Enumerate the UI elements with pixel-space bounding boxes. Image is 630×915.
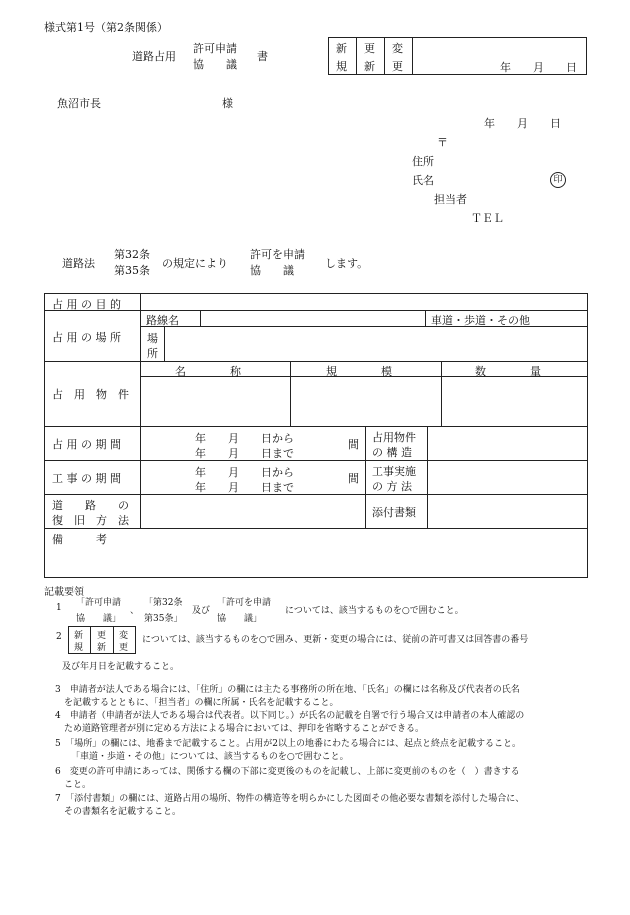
type-new-top: 新 bbox=[336, 42, 347, 55]
note3-line1: 3 申請者が法人である場合には、「住所」の欄には主たる事務所の所在地、「氏名」の欄には名称及び代表者の氏名 bbox=[55, 685, 520, 695]
notes-title: 記載要領 bbox=[44, 587, 84, 598]
label-object: 占 用 物 件 bbox=[52, 388, 129, 401]
note3-line2: を記載するとともに、「担当者」の欄に所属・氏名を記載すること。 bbox=[64, 698, 339, 708]
title-prefix: 道路占用 bbox=[132, 50, 176, 63]
work-to: 年 月 日まで bbox=[195, 481, 294, 494]
note1-c2: 協 議」 bbox=[217, 614, 263, 624]
note5-line1: 5 「場所」の欄には、地番まで記載すること。占用が2以上の地番にわたる場合には、起点と終点を記載すること。 bbox=[55, 739, 521, 749]
note3 bbox=[55, 684, 520, 710]
label-work-period: 工 事 の 期 間 bbox=[52, 472, 121, 485]
label-road-type: 車道・歩道・その他 bbox=[431, 314, 530, 327]
label-place-bottom: 所 bbox=[147, 347, 158, 360]
label-method-bottom: の 方 法 bbox=[372, 480, 412, 493]
occupancy-between: 間 bbox=[348, 438, 359, 451]
note4-line2: ため道路管理者が別に定める方法による場合においては、押印を省略することができる。 bbox=[64, 724, 425, 734]
label-occupancy-period: 占 用 の 期 間 bbox=[52, 438, 121, 451]
note1-and: 及び bbox=[192, 606, 211, 616]
label-purpose: 占 用 の 目 的 bbox=[52, 298, 121, 311]
application-date: 年 月 日 bbox=[484, 117, 561, 130]
note2-cell-new-top: 新 bbox=[74, 631, 84, 641]
type-new-bottom: 規 bbox=[336, 60, 347, 73]
note4-line1: 4 申請者（申請者が法人である場合は代表者。以下同じ。）が氏名の記載を自署で行う場合又は申請者の本人確認の bbox=[55, 711, 525, 721]
note2-num: 2 bbox=[56, 632, 62, 642]
note2-cell-change-top: 変 bbox=[119, 631, 129, 641]
note1-text: については、該当するものを○で囲むこと。 bbox=[285, 606, 464, 616]
note7-line1: 7 「添付書類」の欄には、道路占用の場所、物件の構造等を明らかにした図面その他必要な書類を添付した場合に、 bbox=[55, 794, 525, 804]
note5-line2: 「車道・歩道・その他」については、該当するものを○で囲むこと。 bbox=[71, 752, 349, 762]
title-option-consult: 協 議 bbox=[193, 58, 237, 71]
label-route-name: 路線名 bbox=[146, 314, 179, 327]
note1-b1: 「第32条 bbox=[144, 598, 183, 608]
type-box-date: 年 月 日 bbox=[500, 61, 577, 74]
honorific: 様 bbox=[222, 97, 233, 110]
form-number: 様式第1号（第2条関係） bbox=[44, 21, 168, 34]
clause-option-permit: 許可を申請 bbox=[250, 248, 305, 261]
label-place-top: 場 bbox=[147, 332, 158, 345]
label-restore-top: 道 路 の bbox=[52, 499, 129, 512]
work-between: 間 bbox=[348, 472, 359, 485]
label-location: 占 用 の 場 所 bbox=[52, 331, 121, 344]
addressee: 魚沼市長 bbox=[57, 97, 101, 110]
note6-line2: こと。 bbox=[64, 780, 92, 790]
label-remarks: 備 考 bbox=[52, 533, 107, 546]
tel-label: ＴＥＬ bbox=[471, 212, 504, 225]
note1-num: 1 bbox=[56, 603, 62, 613]
type-renew-bottom: 新 bbox=[364, 60, 375, 73]
col-name: 名 称 bbox=[175, 365, 241, 378]
note1-b2: 第35条」 bbox=[144, 614, 183, 624]
occupancy-from: 年 月 日から bbox=[195, 432, 294, 445]
title-suffix: 書 bbox=[257, 50, 268, 63]
clause-option-consult: 協 議 bbox=[250, 264, 294, 277]
title-option-permit: 許可申請 bbox=[193, 42, 237, 55]
contact-label: 担当者 bbox=[434, 193, 467, 206]
occupancy-to: 年 月 日まで bbox=[195, 447, 294, 460]
clause-law: 道路法 bbox=[62, 257, 95, 270]
note7-line2: その書類名を記載すること。 bbox=[64, 807, 182, 817]
note2-text: については、該当するものを○で囲み、更新・変更の場合には、従前の許可書又は回答書の番号 bbox=[142, 635, 529, 645]
name-label: 氏名 bbox=[412, 174, 434, 187]
note2-cell-renew-top: 更 bbox=[97, 631, 107, 641]
label-structure-bottom: の 構 造 bbox=[372, 446, 412, 459]
note4 bbox=[55, 710, 524, 736]
application-table bbox=[44, 293, 588, 578]
label-method-top: 工事実施 bbox=[372, 465, 416, 478]
type-renew-top: 更 bbox=[364, 42, 375, 55]
col-quantity: 数 量 bbox=[475, 365, 541, 378]
note5 bbox=[55, 738, 521, 764]
type-change-bottom: 更 bbox=[392, 60, 403, 73]
address-label: 住所 bbox=[412, 155, 434, 168]
note2-cell-new-bottom: 規 bbox=[74, 643, 84, 653]
label-structure-top: 占用物件 bbox=[372, 431, 416, 444]
note1-a2: 協 議」 bbox=[76, 614, 122, 624]
note7 bbox=[55, 793, 524, 819]
work-from: 年 月 日から bbox=[195, 466, 294, 479]
note2-cell-change-bottom: 更 bbox=[119, 643, 129, 653]
label-restore-bottom: 復 旧 方 法 bbox=[52, 514, 129, 527]
note1-sep: 、 bbox=[130, 606, 140, 616]
type-change-top: 変 bbox=[392, 42, 403, 55]
clause-art35: 第35条 bbox=[114, 264, 150, 277]
col-scale: 規 模 bbox=[326, 365, 392, 378]
postal-mark: 〒 bbox=[437, 136, 448, 149]
note2-text2: 及び年月日を記載すること。 bbox=[62, 662, 180, 672]
note1-a1: 「許可申請 bbox=[76, 598, 122, 608]
note6-line1: 6 変更の許可申請にあっては、関係する欄の下部に変更後のものを記載し、上部に変更前のものを（ ）書きする bbox=[55, 767, 520, 777]
clause-middle: の規定により bbox=[162, 257, 228, 270]
label-attachment: 添付書類 bbox=[372, 506, 416, 519]
note2-cell-renew-bottom: 新 bbox=[97, 643, 107, 653]
note1-c1: 「許可を申請 bbox=[217, 598, 272, 608]
note6 bbox=[55, 766, 520, 792]
seal-mark: 印 bbox=[550, 172, 566, 188]
clause-end: します。 bbox=[325, 257, 369, 270]
clause-art32: 第32条 bbox=[114, 248, 150, 261]
